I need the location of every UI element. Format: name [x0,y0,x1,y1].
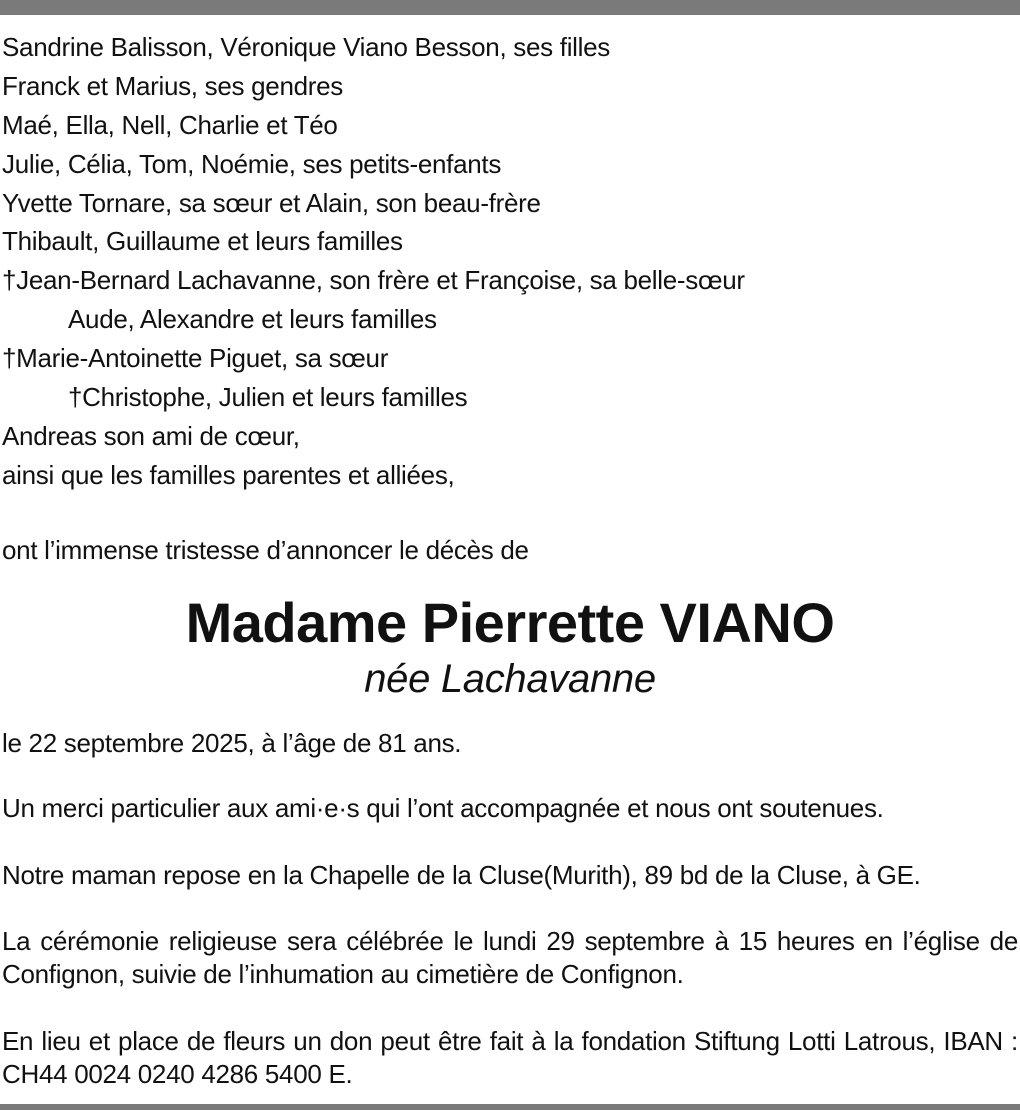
family-list [2,28,1017,495]
family-line: Yvette Tornare, sa sœur et Alain, son beau-frère [2,187,541,218]
death-date-age: le 22 septembre 2025, à l’âge de 81 ans. [2,728,462,758]
donation-paragraph: En lieu et place de fleurs un don peut être fait à la fondation Stiftung Lotti Latrous, IBAN : CH44 0024 0240 4286 5400 E. [2,1026,1018,1089]
deceased-name: Madame Pierrette VIANO [185,591,835,654]
family-line: Maé, Ella, Nell, Charlie et Téo [2,109,338,140]
deceased-maiden-name: née Lachavanne [364,657,656,701]
family-line: Julie, Célia, Tom, Noémie, ses petits-enfants [2,148,502,179]
family-line: †Marie-Antoinette Piguet, sa sœur [2,343,389,374]
family-line: Sandrine Balisson, Véronique Viano Besson, ses filles [2,32,610,62]
resting-place-paragraph: Notre maman repose en la Chapelle de la Cluse(Murith), 89 bd de la Cluse, à GE. [2,860,921,890]
family-line: Franck et Marius, ses gendres [2,70,343,101]
family-line: †Jean-Bernard Lachavanne, son frère et Françoise, sa belle-sœur [2,265,745,296]
announcement-text: ont l’immense tristesse d’annoncer le décès de [2,535,529,565]
thanks-paragraph: Un merci particulier aux ami·e·s qui l’ont accompagnée et nous ont soutenues. [2,793,884,823]
family-line-indented: †Christophe, Julien et leurs familles [68,382,468,413]
family-line: ainsi que les familles parentes et alliées, [2,459,455,490]
top-border-rule [0,0,1020,15]
family-line: Andreas son ami de cœur, [2,420,300,451]
ceremony-paragraph: La cérémonie religieuse sera célébrée le lundi 29 septembre à 15 heures en l’église de Confignon, suivie de l’inhumation au cimetière de Confignon. [2,926,1018,989]
family-line-indented: Aude, Alexandre et leurs familles [68,304,437,335]
family-line: Thibault, Guillaume et leurs familles [2,226,403,257]
bottom-border-rule [0,1104,1020,1110]
